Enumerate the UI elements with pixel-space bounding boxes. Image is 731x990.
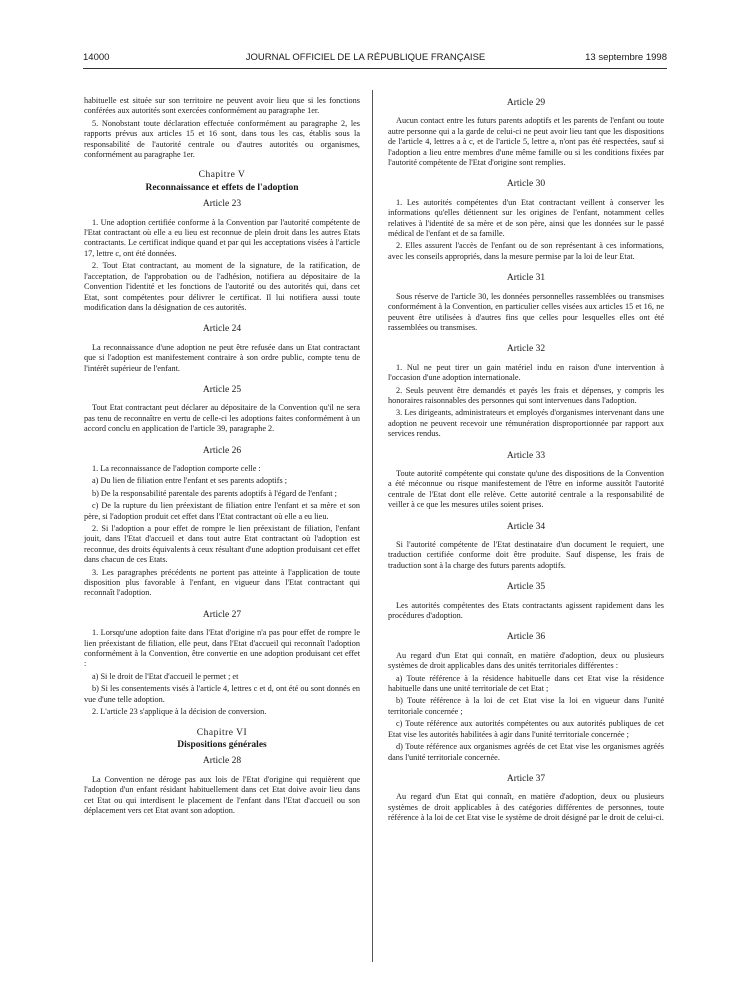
paragraph: b) Toute référence à la loi de cet Etat vise la loi en vigueur dans l'unité territoriale concernée ;	[388, 696, 664, 716]
paragraph: habituelle est située sur son territoire ne peuvent avoir lieu que si les fonctions conférées aux autorités sont exercées conformément au paragraphe 1er.	[84, 96, 360, 116]
article-heading: Article 29	[506, 98, 546, 108]
article-heading: Article 37	[506, 773, 546, 784]
paragraph: 3. Les dirigeants, administrateurs et employés d'organismes intervenant dans une adoption ne peuvent recevoir une rémunération disproportionnée par rapport aux services rendus.	[388, 408, 664, 439]
paragraph: a) Du lien de filiation entre l'enfant et ses parents adoptifs ;	[92, 476, 288, 486]
paragraph: b) De la responsabilité parentale des parents adoptifs à l'égard de l'enfant ;	[92, 488, 337, 498]
right-column	[388, 98, 664, 826]
paragraph: 1. Nul ne peut tirer un gain matériel indu en raison d'une intervention à l'occasion d'une adoption internationale.	[388, 362, 664, 383]
paragraph: Les autorités compétentes des Etats contractants agissent rapidement dans les procédures d'adoption.	[388, 600, 664, 621]
paragraph: c) De la rupture du lien préexistant de filiation entre l'enfant et sa mère et son père, si l'adoption produit cet effet dans l'Etat contractant où elle a eu lieu.	[84, 501, 360, 521]
paragraph: 2. Elles assurent l'accès de l'enfant ou de son représentant à ces informations, avec les conseils appropriés, dans la mesure permise par la loi de leur Etat.	[388, 241, 664, 261]
paragraph: 2. L'article 23 s'applique à la décision de conversion.	[92, 707, 267, 717]
paragraph: 5. Nonobstant toute déclaration effectuée conformément au paragraphe 2, les rapports prévus aux articles 15 et 16 sont, dans tous les cas, établis sous la responsabilité de l'autorité centrale ou d'autres autorités ou organismes, conformément au paragraphe 1er.	[84, 118, 360, 160]
article-heading: Article 23	[202, 199, 242, 210]
paragraph: b) Si les consentements visés à l'article 4, lettres c et d, ont été ou sont donnés en vue d'une telle adoption.	[84, 684, 360, 704]
article-heading: Article 32	[506, 344, 546, 355]
paragraph: 2. Tout Etat contractant, au moment de la signature, de la ratification, de l'acceptation, de l'approbation ou de l'adhésion, notifiera au dépositaire de la Convention l'identité et les fonctions de l'autorité ou des autorités qui, dans cet Etat, sont compétentes pour délivrer le certificat. Il lui notifiera aussi toute modification dans la désignation de ces autorités.	[84, 261, 360, 312]
chapter-title: Dispositions générales	[177, 739, 267, 750]
chapter-label: Chapitre V	[198, 170, 246, 181]
paragraph: d) Toute référence aux organismes agréés de cet Etat vise les organismes agréés dans l'unité territoriale concernée.	[388, 742, 664, 762]
chapter-label: Chapitre VI	[196, 727, 248, 738]
article-heading: Article 26	[202, 445, 242, 456]
article-heading: Article 28	[202, 756, 242, 767]
paragraph: Si l'autorité compétente de l'Etat destinataire d'un document le requiert, une traduction certifiée conforme doit être produite. Sauf dispense, les frais de traduction sont à la charge des futurs parents adoptifs.	[388, 540, 664, 570]
paragraph: La Convention ne déroge pas aux lois de l'Etat d'origine qui requièrent que l'adoption d'un enfant résidant habituellement dans cet Etat doive avoir lieu dans cet Etat ou qui interdisent le placement de l'enfant dans l'Etat d'accueil ou son déplacement vers cet Etat avant son adoption.	[84, 774, 360, 815]
paragraph: Sous réserve de l'article 30, les données personnelles rassemblées ou transmises conformément à la Convention, en particulier celles visées aux articles 15 et 16, ne peuvent être utilisées à d'autres fins que celles pour lesquelles elles ont été rassemblées ou transmises.	[388, 291, 664, 332]
paragraph: La reconnaissance d'une adoption ne peut être refusée dans un Etat contractant que si l'adoption est manifestement contraire à son ordre public, compte tenu de l'intérêt supérieur de l'enfant.	[84, 342, 360, 373]
publication-date: 13 septembre 1998	[585, 52, 667, 63]
paragraph: Toute autorité compétente qui constate qu'une des dispositions de la Convention a été méconnue ou risque manifestement de l'être en informe aussitôt l'autorité centrale de l'Etat dont elle relève. Cette autorité centrale a la responsabilité de veiller à ce que les mesures utiles soient prises.	[388, 468, 664, 510]
paragraph: 1. La reconnaissance de l'adoption comporte celle :	[92, 463, 261, 473]
paragraph: 1. Les autorités compétentes d'un Etat contractant veillent à conserver les informations qu'elles détiennent sur les origines de l'enfant, notamment celles relatives à l'identité de sa mère et de son père, ainsi que les données sur le passé médical de l'enfant et de sa famille.	[388, 197, 664, 239]
page-number: 14000	[83, 52, 110, 63]
paragraph: 3. Les paragraphes précédents ne portent pas atteinte à l'application de toute disposition plus favorable à l'enfant, en vigueur dans l'Etat contractant qui reconnaît l'adoption.	[84, 567, 360, 598]
column-divider	[372, 90, 373, 962]
paragraph: Au regard d'un Etat qui connaît, en matière d'adoption, deux ou plusieurs systèmes de droit applicables à des catégories différentes de personnes, toute référence à la loi de cet Etat vise le système de droit désigné par le droit de celui-ci.	[388, 792, 664, 823]
article-heading: Article 25	[202, 384, 242, 395]
article-heading: Article 36	[506, 632, 546, 643]
article-heading: Article 24	[202, 324, 242, 335]
paragraph: Tout Etat contractant peut déclarer au dépositaire de la Convention qu'il ne sera pas tenu de reconnaître en vertu de celle-ci les adoptions faites conformément à un accord conclu en application de l'article 39, paragraphe 2.	[84, 403, 360, 434]
article-heading: Article 33	[506, 450, 546, 461]
paragraph: a) Toute référence à la résidence habituelle dans cet Etat vise la résidence habituelle dans une unité territoriale de cet Etat ;	[388, 673, 664, 694]
paragraph: 1. Une adoption certifiée conforme à la Convention par l'autorité compétente de l'Etat contractant où elle a eu lieu est reconnue de plein droit dans les autres Etats contractants. Le certificat indique quand et par qui les acceptations visées à l'article 17, lettre c, ont été données.	[84, 217, 360, 258]
article-heading: Article 27	[202, 609, 242, 620]
page-header	[0, 52, 731, 68]
paragraph: Aucun contact entre les futurs parents adoptifs et les parents de l'enfant ou toute autre personne qui a la garde de celui-ci ne peut avoir lieu tant que les dispositions de l'article 4, lettres a à c, et de l'article 5, lettre a, n'ont pas été respectées, sauf si l'adoption a lieu entre membres d'une même famille ou si les conditions fixées par l'autorité compétente de l'Etat d'origine sont remplies.	[388, 116, 664, 168]
journal-title: JOURNAL OFFICIEL DE LA RÉPUBLIQUE FRANÇAISE	[245, 52, 486, 63]
paragraph: c) Toute référence aux autorités compétentes ou aux autorités publiques de cet Etat vise les autorités habilitées à agir dans l'unité territoriale concernée ;	[388, 719, 664, 739]
article-heading: Article 35	[506, 582, 546, 593]
article-heading: Article 34	[506, 521, 546, 532]
paragraph: 1. Lorsqu'une adoption faite dans l'Etat d'origine n'a pas pour effet de rompre le lien préexistant de filiation, elle peut, dans l'Etat d'accueil qui reconnaît l'adoption conformément à la Convention, être convertie en une adoption produisant cet effet :	[84, 628, 360, 669]
paragraph: 2. Seuls peuvent être demandés et payés les frais et dépenses, y compris les honoraires raisonnables des personnes qui sont intervenues dans l'adoption.	[388, 385, 664, 405]
paragraph: 2. Si l'adoption a pour effet de rompre le lien préexistant de filiation, l'enfant jouit, dans l'Etat d'accueil et dans tout autre Etat contractant où l'adoption est reconnue, des droits équivalents à ceux résultant d'une adoption produisant cet effet dans chacun de ces Etats.	[84, 524, 360, 565]
left-column	[84, 96, 360, 818]
chapter-title: Reconnaissance et effets de l'adoption	[145, 182, 299, 193]
header-rule	[83, 68, 667, 69]
article-heading: Article 30	[506, 179, 546, 190]
article-heading: Article 31	[506, 273, 546, 284]
paragraph: Au regard d'un Etat qui connaît, en matière d'adoption, deux ou plusieurs systèmes de droit applicables dans des unités territoriales différentes :	[388, 650, 664, 671]
paragraph: a) Si le droit de l'Etat d'accueil le permet ; et	[92, 671, 239, 681]
